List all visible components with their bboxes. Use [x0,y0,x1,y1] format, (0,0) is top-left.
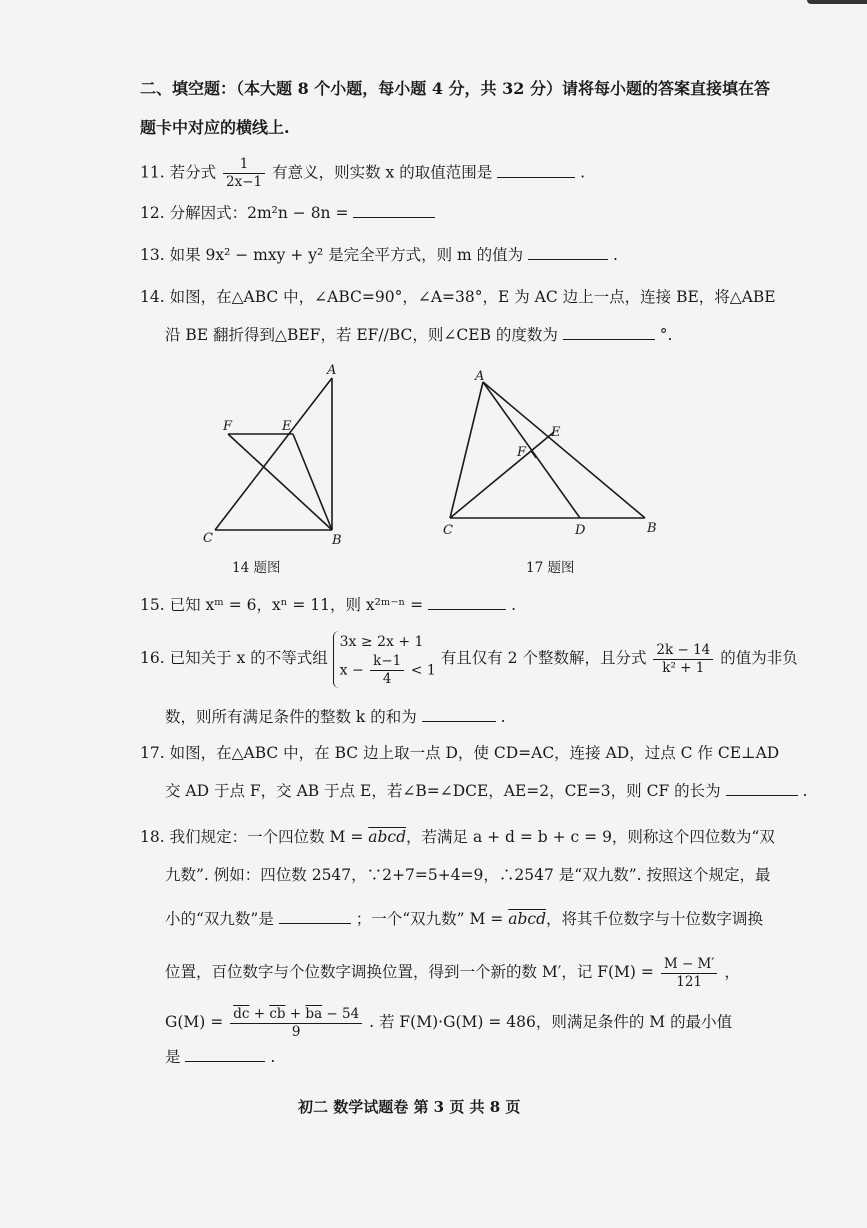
q13-number: 13. [140,246,165,264]
fig17-segment-ce [450,432,554,518]
q18-g-fraction [230,1006,362,1041]
q11-frac-num: 1 [223,156,265,174]
q16-frac-num: 2k − 14 [653,642,713,660]
q18-line3-pre: 小的“双九数”是 [165,910,274,928]
fig17-label-c: C [443,523,453,538]
q18-g-pre: G(M) = [165,1013,224,1031]
fig17-label-e: E [551,425,561,440]
fig17-side-ab [483,382,645,518]
q18-g-dc: $\overline{dc}$ [233,1005,250,1022]
question-18-line3 [165,908,763,930]
q18-g-ba: $\overline{ba}$ [305,1005,323,1022]
q16-fraction [653,642,713,677]
q14-end: °. [659,326,673,344]
q17-line1: 如图，在△ABC 中，在 BC 边上取一点 D，使 CD=AC，连接 AD，过点 C 作 CE⊥AD [169,744,780,762]
q18-f-num: M − M′ [661,956,718,974]
fig14-caption: 14 题图 [232,560,281,576]
q18-abcd-overline: abcd [368,828,407,846]
q18-g-num [230,1006,362,1024]
question-17-line1 [140,742,779,764]
fig14-segment-fb [228,434,332,530]
q16-pre: 已知关于 x 的不等式组 [169,649,328,667]
q11-number: 11. [140,163,165,182]
fig14-label-b: B [332,533,342,548]
q17-end: . [802,782,808,800]
question-18-line4 [165,952,740,992]
q16-mid: 有且仅有 2 个整数解，且分式 [440,649,647,667]
q18-line3-mid: ；一个“双九数” M = [355,910,509,928]
q16-system-frac-den: 4 [382,670,392,687]
fig14-segment-eb [293,434,332,530]
q13-pre: 如果 9x² − mxy + y² 是完全平方式，则 m 的值为 [169,246,524,264]
q18-line4-pre: 位置，百位数字与个位数字调换位置，得到一个新的数 M′，记 F(M) = [165,963,654,981]
q18-g-cb: $\overline{cb}$ [269,1005,286,1022]
question-17-line2 [165,780,807,802]
q18-g-plus-2: + [285,1005,306,1022]
q14-answer-blank[interactable] [563,325,655,340]
q18-answer-blank-2[interactable] [185,1047,265,1062]
q16-answer-blank[interactable] [422,707,496,722]
figure-17 [435,360,665,550]
question-18-line6 [165,1046,275,1068]
fig17-label-f: F [517,445,527,460]
q16-system-line2-pre: x − [339,662,364,678]
q15-end: . [511,596,516,614]
q18-line6-pre: 是 [165,1048,181,1066]
page-footer: 初二 数学试题卷 第 3 页 共 8 页 [298,1098,521,1116]
q16-system-fraction [370,653,404,688]
q16-frac-den: k² + 1 [662,659,705,676]
q15-text: 已知 xᵐ = 6，xⁿ = 11，则 x²ᵐ⁻ⁿ = [169,596,424,614]
fig17-label-d: D [575,523,586,538]
q11-frac-den: 2x−1 [226,174,263,190]
q16-line2: 数，则所有满足条件的整数 k 的和为 [165,708,417,726]
q11-answer-blank[interactable] [497,163,575,178]
q16-system-line1: 3x ≥ 2x + 1 [339,633,424,650]
q18-answer-blank-1[interactable] [279,909,351,924]
question-18-line2: 九数”. 例如：四位数 2547，∵2+7=5+4=9，∴2547 是“双九数”. 按照这个规定，最 [165,866,771,884]
q18-g-plus-1: + [249,1005,270,1022]
fig17-side-ac [450,382,483,518]
section-heading: 二、填空题：（本大题 8 个小题，每小题 4 分，共 32 分）请将每小题的答案直接填在答 [140,79,770,98]
q12-text: 分解因式：2m²n − 8n = [169,204,354,222]
question-14-line1 [140,286,776,308]
q13-answer-blank[interactable] [528,245,608,260]
q18-line4-post: ， [724,963,740,981]
fig14-side-ac [215,378,332,530]
question-13 [140,244,618,266]
q15-number: 15. [140,596,165,614]
q18-abcd-overline-2: abcd [508,910,547,928]
question-16-line1 [140,628,798,688]
q14-number: 14. [140,288,165,306]
scan-edge-mark [807,0,867,4]
question-14-line2 [165,324,672,346]
q11-fraction [223,156,265,191]
q14-line1: 如图，在△ABC 中，∠ABC=90°，∠A=38°，E 为 AC 边上一点，连接 BE，将△ABE [169,288,776,306]
q17-line2: 交 AD 于点 F，交 AB 于点 E，若∠B=∠DCE，AE=2，CE=3，则 CF 的长为 [165,782,721,800]
q18-g-den: 9 [291,1023,301,1040]
q16-inequality-system [333,631,436,688]
q11-post: 有意义，则实数 x 的取值范围是 [272,163,493,182]
fig17-label-b: B [647,521,657,536]
question-11 [140,156,585,191]
q13-end: . [613,246,618,264]
q18-line1-pre: 我们规定：一个四位数 M = [169,828,369,846]
q12-answer-blank[interactable] [353,203,435,218]
fig14-label-c: C [203,531,213,546]
q15-answer-blank[interactable] [428,595,506,610]
q18-f-fraction [661,956,718,991]
question-12 [140,202,435,224]
q16-end: . [500,708,506,726]
q12-number: 12. [140,204,165,222]
q16-post: 的值为非负 [720,649,798,667]
q17-number: 17. [140,744,165,762]
fig17-caption: 17 题图 [526,560,575,576]
fig14-label-e: E [282,419,292,434]
q16-system-line2-post: < 1 [410,662,436,678]
q16-number: 16. [140,649,165,667]
q18-line3-post: ，将其千位数字与十位数字调换 [546,910,764,928]
q18-f-den: 121 [676,973,703,990]
question-18-line1 [140,826,775,848]
q11-pre: 若分式 [169,163,217,182]
q18-number: 18. [140,828,165,846]
q11-end: . [580,163,586,182]
q16-system-line2 [340,653,436,688]
q17-answer-blank[interactable] [726,781,798,796]
question-16-line2 [165,706,506,728]
q18-line5-post: . 若 F(M)·G(M) = 486，则满足条件的 M 的最小值 [369,1013,733,1031]
q14-line2: 沿 BE 翻折得到△BEF，若 EF//BC，则∠CEB 的度数为 [165,326,558,344]
fig17-label-a: A [475,369,485,384]
fig14-label-f: F [223,419,233,434]
fig14-label-a: A [327,363,337,378]
q18-g-minus: − 54 [322,1005,360,1022]
q18-end: . [270,1048,276,1066]
section-heading-cont: 题卡中对应的横线上. [140,118,290,137]
figure-14 [195,360,355,550]
question-18-line5 [165,1002,732,1042]
q16-system-frac-num: k−1 [370,653,404,671]
question-15 [140,594,516,616]
q18-line1-post: ，若满足 a + d = b + c = 9，则称这个四位数为“双 [406,828,775,846]
